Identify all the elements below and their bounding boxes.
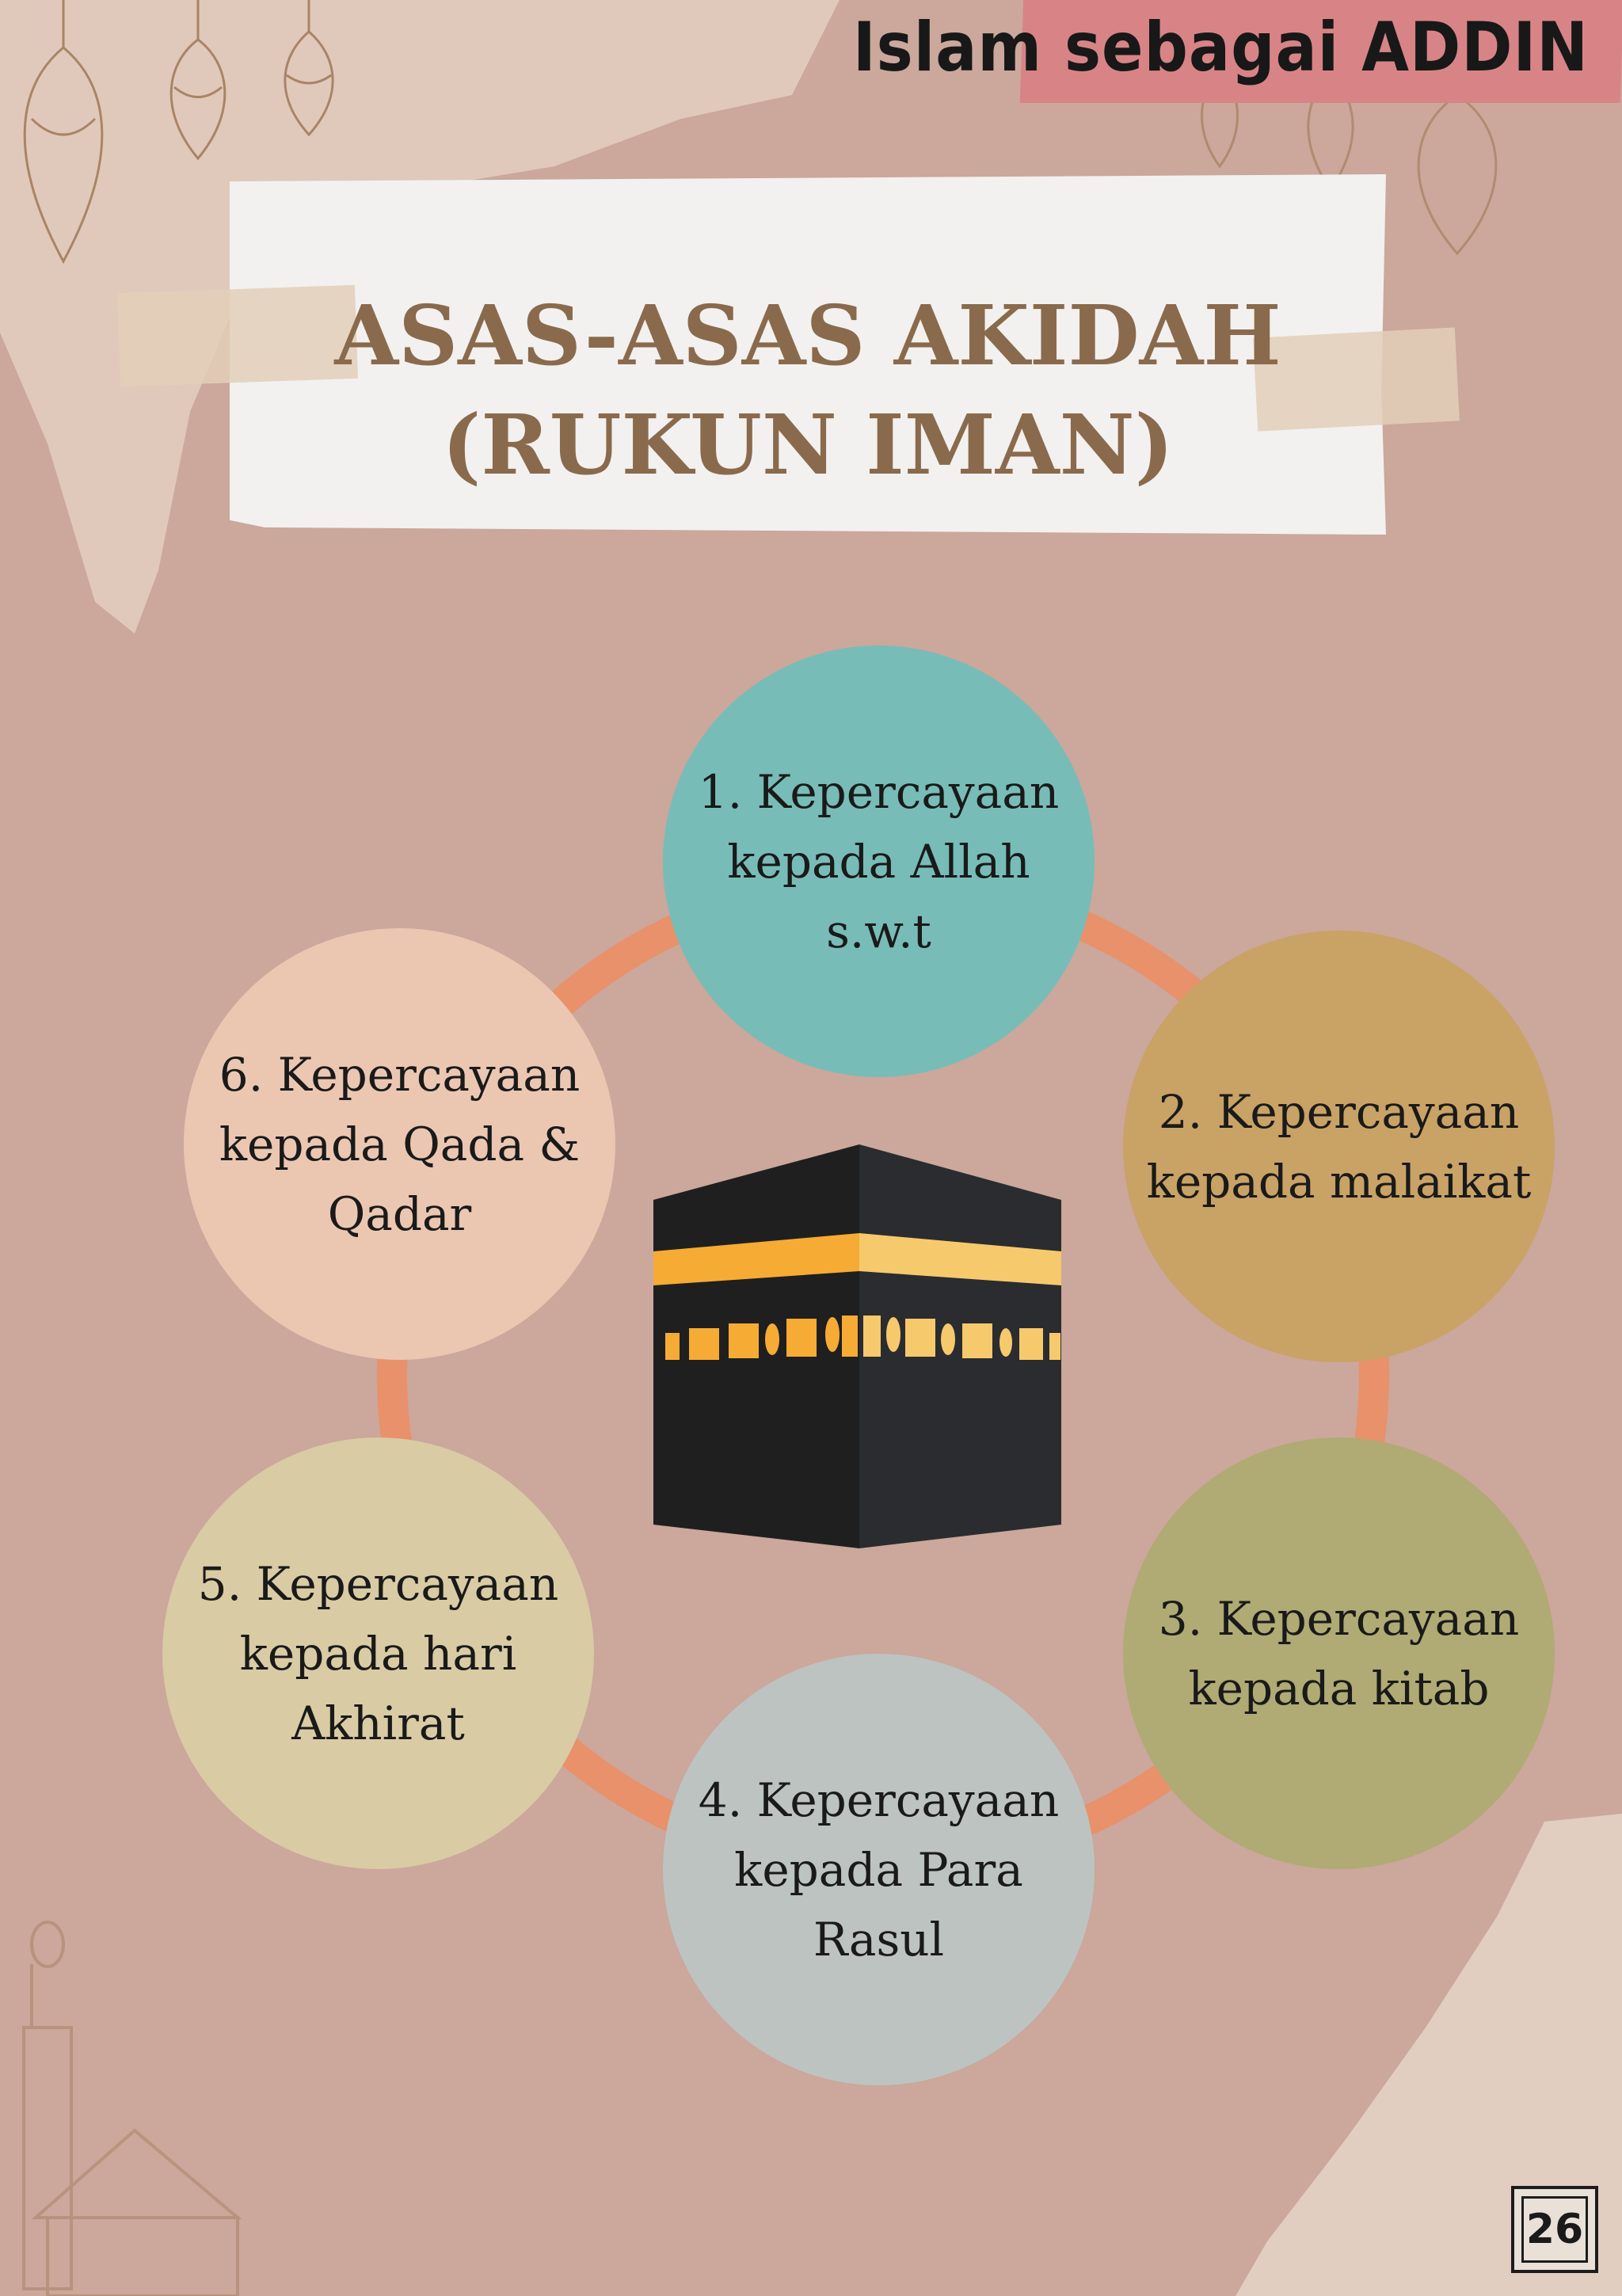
- kaaba-icon: [653, 1144, 1065, 1556]
- pillar-4-line-2: kepada Para: [734, 1842, 1023, 1897]
- pillar-4-line-3: Rasul: [813, 1912, 945, 1967]
- pillar-3-line-2: kepada kitab: [1188, 1661, 1490, 1715]
- pillar-4-line-1: 4. Kepercayaan: [698, 1772, 1060, 1827]
- pillar-2: [1123, 931, 1555, 1362]
- pillar-1-line-2: kepada Allah: [727, 834, 1030, 889]
- title-line-1: ASAS-ASAS AKIDAH: [334, 287, 1281, 384]
- pillar-6-line-3: Qadar: [327, 1186, 472, 1241]
- pillar-1-line-3: s.w.t: [826, 904, 931, 958]
- pillar-4: [663, 1654, 1095, 2085]
- pillar-6-line-1: 6. Kepercayaan: [219, 1047, 581, 1102]
- pillar-3-line-1: 3. Kepercayaan: [1158, 1591, 1520, 1646]
- pillar-3: [1123, 1437, 1555, 1869]
- pillar-2-line-1: 2. Kepercayaan: [1158, 1084, 1520, 1139]
- pillar-5-line-2: kepada hari: [239, 1626, 517, 1681]
- pillar-6: [184, 928, 615, 1360]
- pillar-1: [663, 645, 1095, 1077]
- title-line-2: (RUKUN IMAN): [442, 396, 1174, 493]
- header-title: Islam sebagai ADDIN: [852, 8, 1589, 87]
- pillar-5-line-1: 5. Kepercayaan: [197, 1556, 559, 1611]
- pillar-6-line-2: kepada Qada &: [219, 1117, 581, 1171]
- pillar-1-line-1: 1. Kepercayaan: [698, 764, 1060, 819]
- page-number-box: [1511, 2186, 1598, 2273]
- page-number: 26: [1521, 2196, 1588, 2263]
- pillar-5: [162, 1437, 594, 1869]
- pillar-5-line-3: Akhirat: [291, 1696, 465, 1750]
- pillar-2-line-2: kepada malaikat: [1146, 1154, 1532, 1209]
